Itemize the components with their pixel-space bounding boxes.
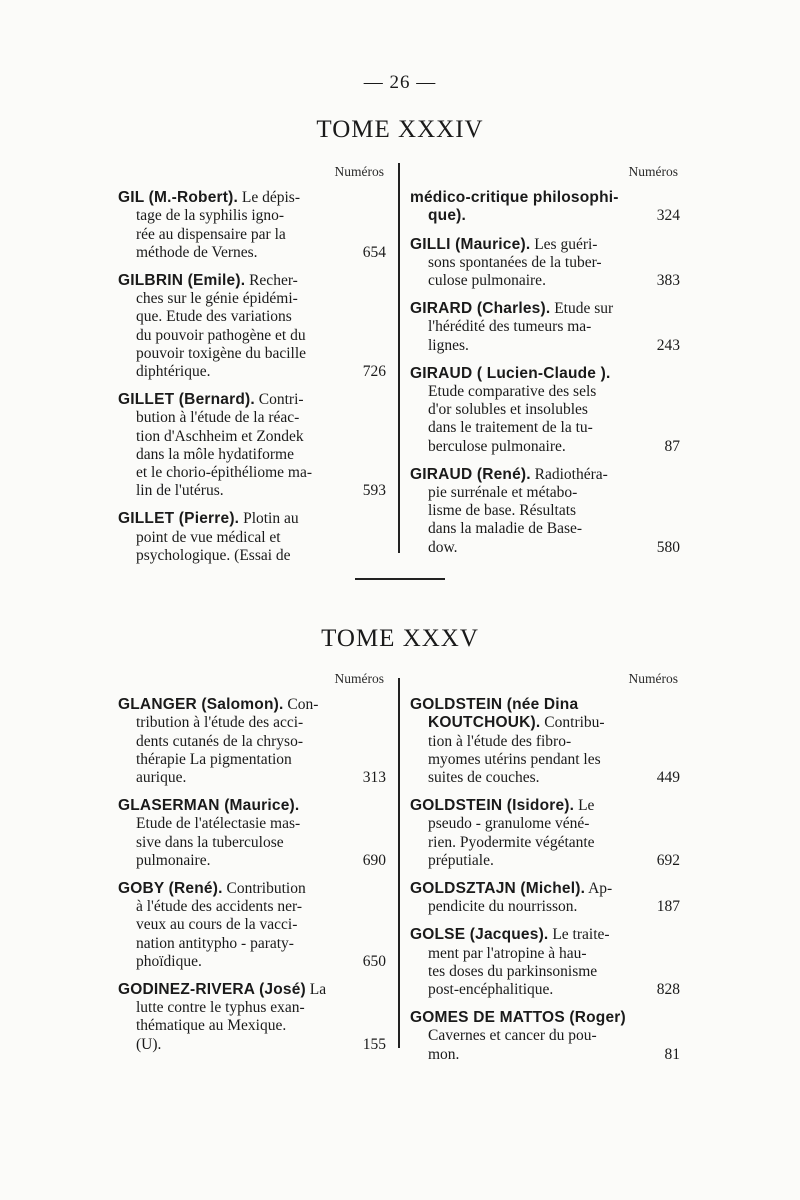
entry-text-line: GOBY (René). Contribution bbox=[118, 880, 306, 898]
thesis-entry bbox=[118, 797, 386, 870]
thesis-entry bbox=[410, 466, 680, 557]
entry-text-line: GIRARD (Charles). Etude sur bbox=[410, 300, 614, 318]
entry-text-line: Etude de l'atélectasie mas- bbox=[136, 815, 301, 833]
entry-text-line: GILBRIN (Emile). Recher- bbox=[118, 272, 298, 290]
entry-text-line: Etude comparative des sels bbox=[428, 383, 597, 401]
entry-number: 81 bbox=[664, 1045, 680, 1063]
thesis-entry bbox=[410, 696, 680, 787]
entry-text-line: lutte contre le typhus exan- bbox=[136, 999, 305, 1017]
entry-text-line: rien. Pyodermite végétante bbox=[428, 833, 595, 851]
entry-number: 654 bbox=[362, 243, 386, 261]
entry-text-line: GODINEZ-RIVERA (José) La bbox=[118, 981, 327, 999]
thesis-entry bbox=[118, 391, 386, 500]
entry-text-line: dans la môle hydatiforme bbox=[136, 445, 294, 463]
entry-text-line: lignes. bbox=[428, 336, 469, 354]
entry-text-line: culose pulmonaire. bbox=[428, 272, 546, 290]
entry-text-line: thématique au Mexique. bbox=[136, 1017, 287, 1035]
entry-number: 726 bbox=[362, 363, 386, 381]
entry-text-line: GILLET (Bernard). Contri- bbox=[118, 391, 304, 409]
entry-text-line: pouvoir toxigène du bacille bbox=[136, 344, 307, 362]
entry-text-line: myomes utérins pendant les bbox=[428, 750, 601, 768]
entry-text-line: GOLSE (Jacques). Le traite- bbox=[410, 926, 610, 944]
entry-text-line: que). bbox=[428, 207, 467, 225]
tome-xxxiv-right-column bbox=[410, 163, 680, 567]
thesis-entry bbox=[118, 189, 386, 262]
entry-number: 828 bbox=[656, 981, 680, 999]
entry-text-line: et le chorio-épithéliome ma- bbox=[136, 464, 313, 482]
entry-number: 650 bbox=[362, 952, 386, 970]
entry-text-line: GIL (M.-Robert). Le dépis- bbox=[118, 189, 300, 207]
entry-text-line: préputiale. bbox=[428, 851, 494, 869]
entry-number: 87 bbox=[664, 437, 680, 455]
thesis-entry bbox=[410, 880, 680, 916]
entry-text-line: GIRAUD (René). Radiothéra- bbox=[410, 465, 608, 483]
entry-text-line: suites de couches. bbox=[428, 769, 540, 787]
thesis-entry bbox=[410, 189, 680, 225]
tome-xxxiv-left-column bbox=[118, 163, 386, 575]
entry-text-line: pie surrénale et métabo- bbox=[428, 484, 578, 502]
entry-text-line: GILLI (Maurice). Les guéri- bbox=[410, 235, 598, 253]
entry-text-line: lin de l'utérus. bbox=[136, 482, 224, 500]
tome-xxxv-right-column bbox=[410, 670, 680, 1074]
entry-text-line: aurique. bbox=[136, 769, 187, 787]
entry-text-line: GOLDSZTAJN (Michel). Ap- bbox=[410, 880, 613, 898]
entry-text-line: méthode de Vernes. bbox=[136, 243, 258, 261]
entry-text-line: sons spontanées de la tuber- bbox=[428, 253, 602, 271]
tome-xxxv-left-column bbox=[118, 670, 386, 1064]
entry-text-line: GOMES DE MATTOS (Roger) bbox=[410, 1009, 626, 1027]
section-separator bbox=[355, 578, 445, 580]
entry-text-line: diphtérique. bbox=[136, 363, 211, 381]
entry-text-line: phoïdique. bbox=[136, 952, 202, 970]
entry-number: 243 bbox=[656, 336, 680, 354]
entry-text-line: pendicite du nourrisson. bbox=[428, 898, 578, 916]
entry-text-line: GLASERMAN (Maurice). bbox=[118, 797, 300, 815]
thesis-entry bbox=[118, 272, 386, 381]
column-header: Numéros bbox=[334, 671, 384, 686]
entry-text-line: nation antitypho - paraty- bbox=[136, 934, 294, 952]
entry-number: 324 bbox=[656, 207, 680, 225]
entry-text-line: GILLET (Pierre). Plotin au bbox=[118, 510, 299, 528]
entry-text-line: post-encéphalitique. bbox=[428, 981, 554, 999]
entry-text-line: que. Etude des variations bbox=[136, 308, 292, 326]
entry-text-line: (U). bbox=[136, 1035, 162, 1053]
entry-text-line: thérapie La pigmentation bbox=[136, 750, 292, 768]
page-number: — 26 — bbox=[363, 72, 437, 93]
thesis-entry bbox=[118, 510, 386, 565]
entry-text-line: Cavernes et cancer du pou- bbox=[428, 1027, 597, 1045]
thesis-entry bbox=[118, 880, 386, 971]
entry-text-line: tion à l'étude des fibro- bbox=[428, 732, 572, 750]
thesis-entry bbox=[410, 236, 680, 291]
column-divider bbox=[398, 678, 400, 1048]
thesis-entry bbox=[118, 981, 386, 1054]
entry-text-line: du pouvoir pathogène et du bbox=[136, 326, 306, 344]
entry-text-line: d'or solubles et insolubles bbox=[428, 401, 588, 419]
entry-text-line: KOUTCHOUK). Contribu- bbox=[428, 714, 605, 732]
tome-xxxv-title: TOME XXXV bbox=[321, 625, 479, 652]
entry-text-line: à l'étude des accidents ner- bbox=[136, 898, 303, 916]
entry-text-line: tribution à l'étude des acci- bbox=[136, 714, 304, 732]
entry-text-line: tes doses du parkinsonisme bbox=[428, 962, 598, 980]
entry-text-line: tage de la syphilis igno- bbox=[136, 207, 285, 225]
thesis-entry bbox=[410, 365, 680, 456]
entry-text-line: berculose pulmonaire. bbox=[428, 437, 566, 455]
thesis-entry bbox=[410, 1009, 680, 1064]
entry-text-line: médico-critique philosophi- bbox=[410, 189, 619, 207]
entry-number: 580 bbox=[656, 538, 680, 556]
entry-text-line: veux au cours de la vacci- bbox=[136, 916, 298, 934]
entry-text-line: dans la maladie de Base- bbox=[428, 520, 583, 538]
entry-number: 593 bbox=[362, 482, 386, 500]
entry-text-line: dents cutanés de la chryso- bbox=[136, 732, 303, 750]
entry-text-line: point de vue médical et bbox=[136, 528, 281, 546]
entry-text-line: rée au dispensaire par la bbox=[136, 225, 286, 243]
column-header: Numéros bbox=[628, 671, 678, 686]
entry-number: 383 bbox=[656, 272, 680, 290]
entry-text-line: sive dans la tuberculose bbox=[136, 833, 284, 851]
thesis-entry bbox=[410, 300, 680, 355]
entry-number: 187 bbox=[656, 898, 680, 916]
entry-text-line: bution à l'étude de la réac- bbox=[136, 409, 300, 427]
entry-number: 155 bbox=[362, 1035, 386, 1053]
entry-text-line: dans le traitement de la tu- bbox=[428, 419, 593, 437]
entry-text-line: lisme de base. Résultats bbox=[428, 502, 577, 520]
entry-number: 692 bbox=[656, 851, 680, 869]
entry-number: 313 bbox=[362, 769, 386, 787]
entry-text-line: l'hérédité des tumeurs ma- bbox=[428, 318, 592, 336]
thesis-entry bbox=[410, 797, 680, 870]
column-header: Numéros bbox=[334, 164, 384, 179]
thesis-entry bbox=[410, 926, 680, 999]
entry-text-line: mon. bbox=[428, 1045, 460, 1063]
column-divider bbox=[398, 163, 400, 553]
entry-text-line: ches sur le génie épidémi- bbox=[136, 290, 298, 308]
entry-text-line: GIRAUD ( Lucien-Claude ). bbox=[410, 364, 611, 382]
entry-number: 690 bbox=[362, 851, 386, 869]
column-header: Numéros bbox=[628, 164, 678, 179]
entry-text-line: dow. bbox=[428, 538, 458, 556]
entry-text-line: tion d'Aschheim et Zondek bbox=[136, 427, 304, 445]
entry-text-line: psychologique. (Essai de bbox=[136, 546, 291, 564]
entry-text-line: pulmonaire. bbox=[136, 851, 211, 869]
entry-text-line: GOLDSTEIN (Isidore). Le bbox=[410, 797, 595, 815]
tome-xxxiv-title: TOME XXXIV bbox=[316, 116, 484, 143]
entry-text-line: GOLDSTEIN (née Dina bbox=[410, 696, 579, 714]
entry-text-line: pseudo - granulome véné- bbox=[428, 815, 590, 833]
entry-text-line: ment par l'atropine à hau- bbox=[428, 944, 587, 962]
thesis-entry bbox=[118, 696, 386, 787]
entry-number: 449 bbox=[656, 769, 680, 787]
entry-text-line: GLANGER (Salomon). Con- bbox=[118, 696, 319, 714]
